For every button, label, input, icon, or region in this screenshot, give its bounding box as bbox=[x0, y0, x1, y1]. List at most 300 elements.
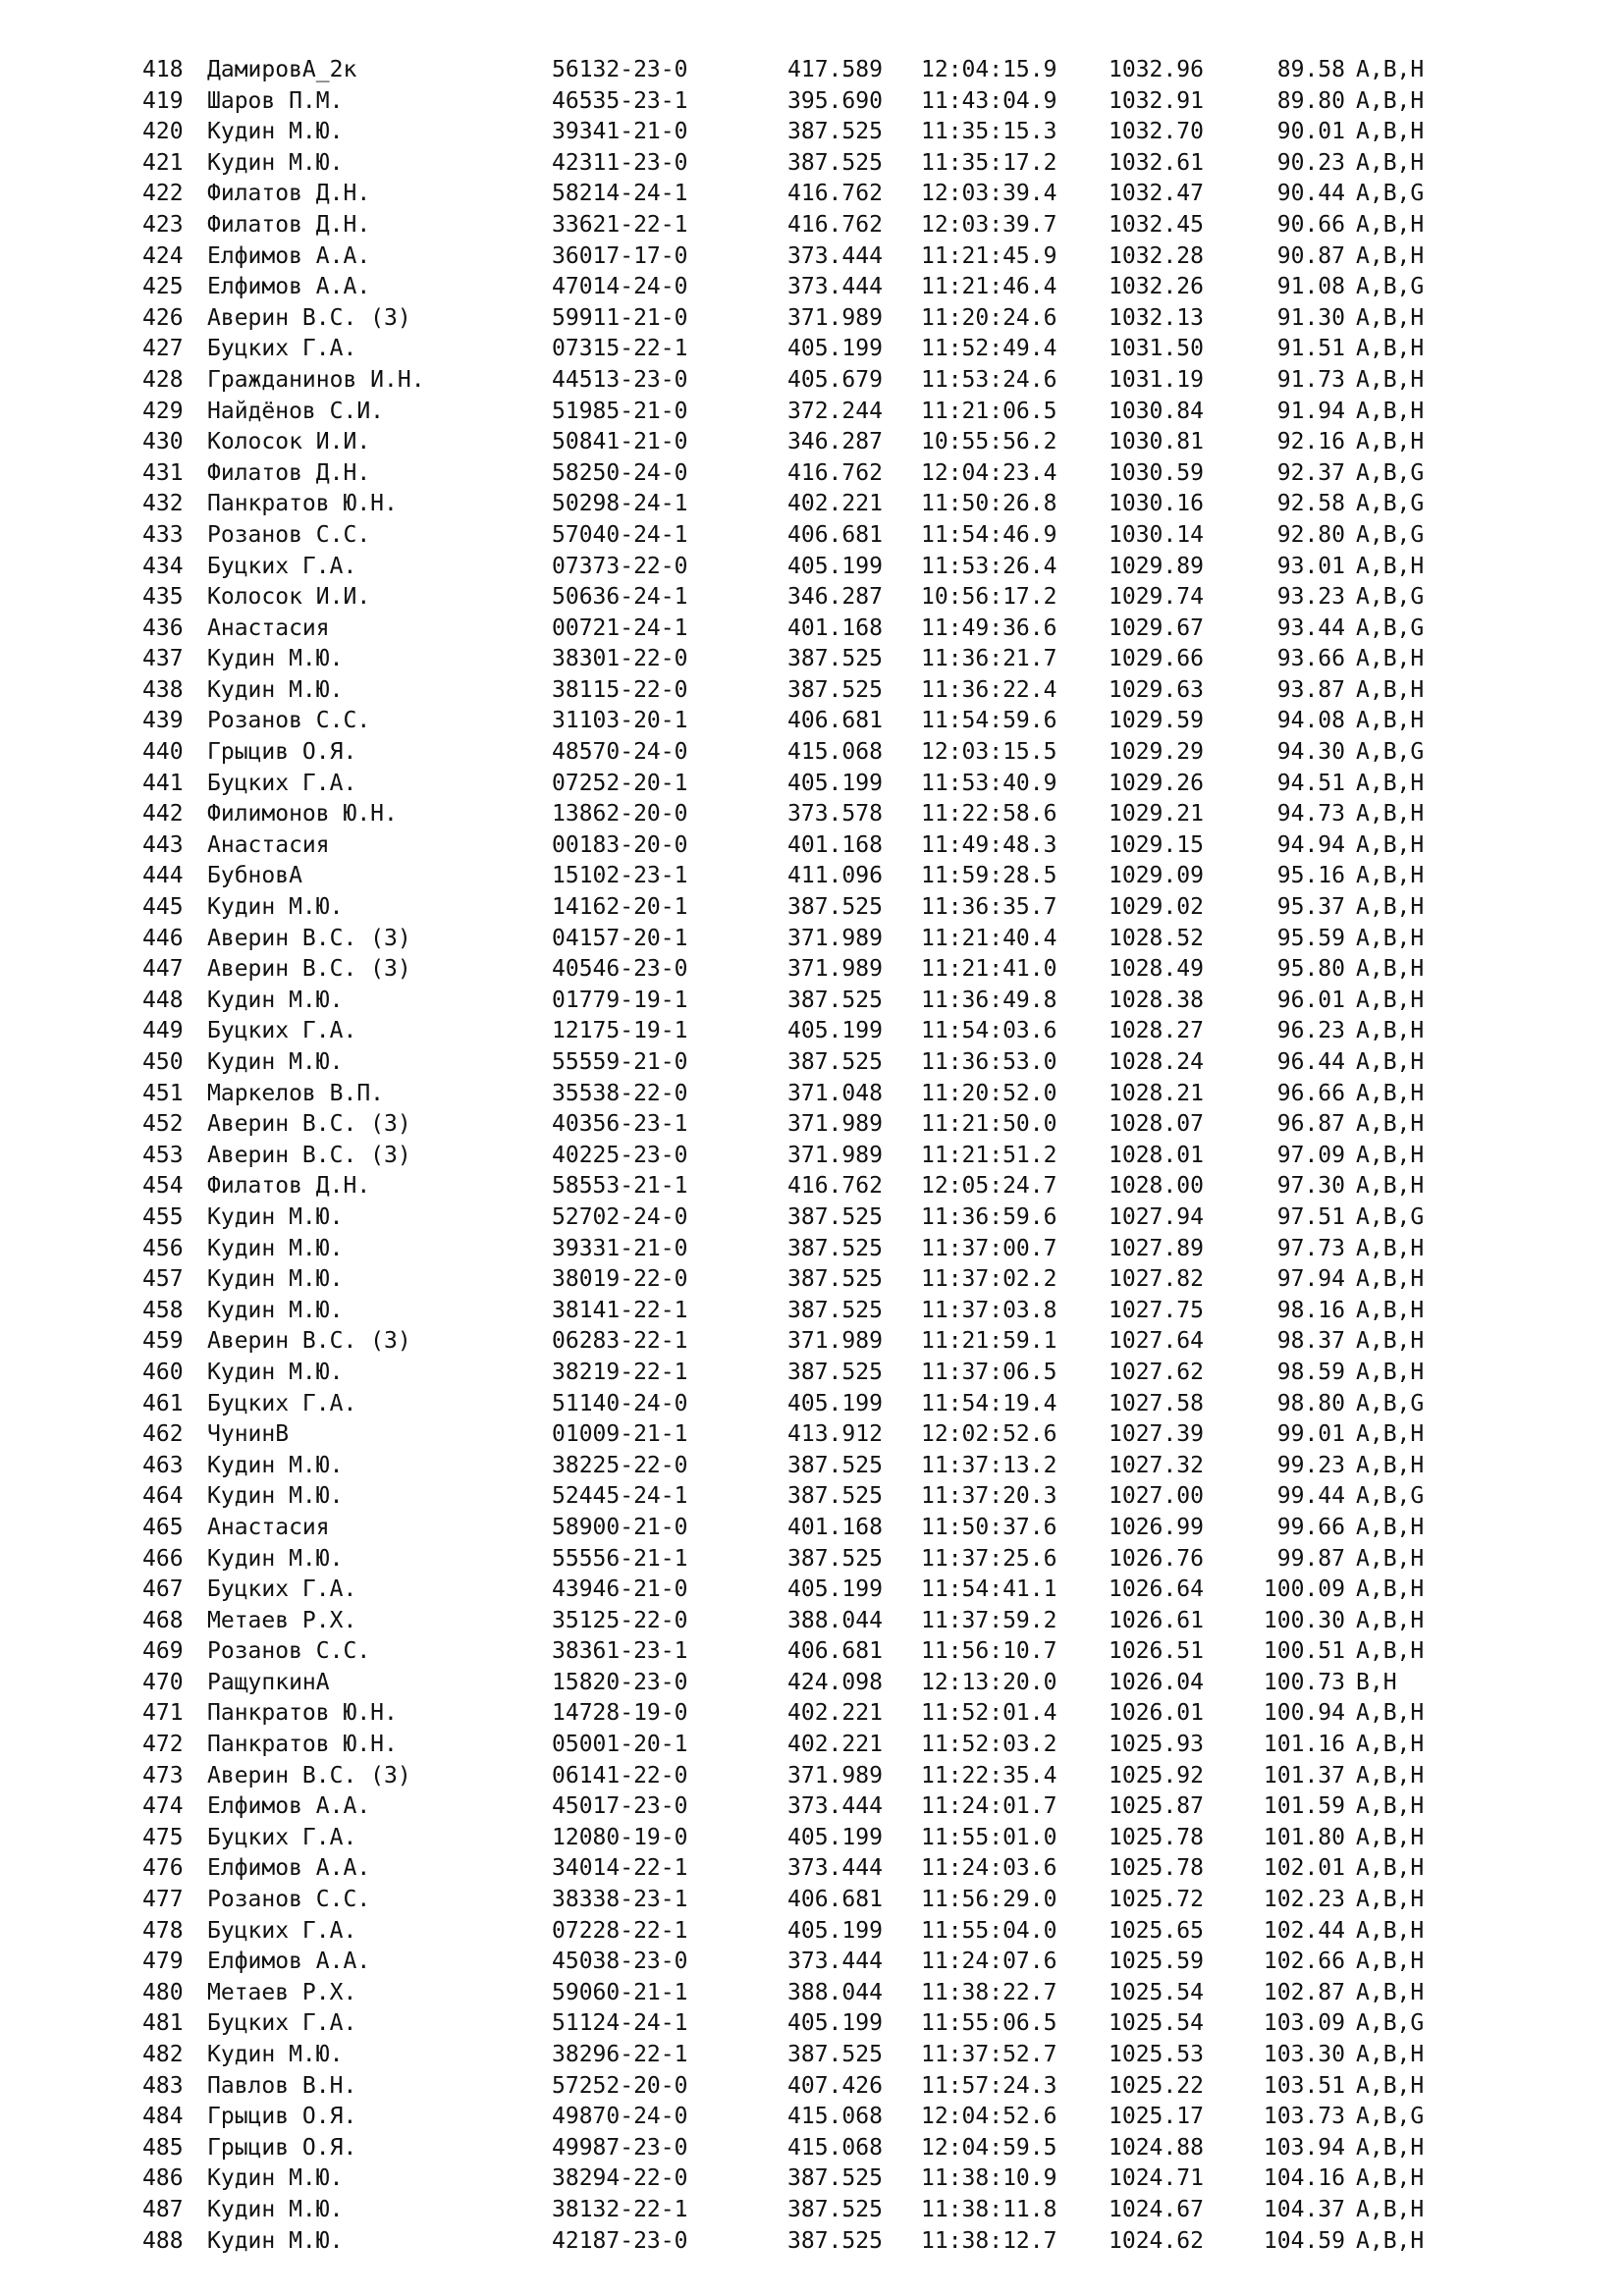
arrival-time: 11:54:41.1 bbox=[921, 1576, 1057, 1603]
row-number: 446 bbox=[142, 925, 184, 951]
distance: 402.221 bbox=[787, 491, 883, 517]
row-number: 462 bbox=[142, 1421, 184, 1448]
categories: A,B,H bbox=[1356, 1452, 1425, 1478]
categories: A,B,G bbox=[1356, 521, 1425, 548]
speed: 1027.89 bbox=[1109, 1235, 1204, 1261]
fancier-name: Кудин М.Ю. bbox=[207, 894, 344, 921]
coefficient: 100.94 bbox=[1263, 1700, 1345, 1727]
distance: 371.989 bbox=[787, 304, 883, 331]
ring-number: 15820-23-0 bbox=[552, 1669, 688, 1695]
ring-number: 14162-20-1 bbox=[552, 894, 688, 921]
categories: A,B,H bbox=[1356, 987, 1425, 1013]
coefficient: 93.66 bbox=[1276, 646, 1345, 672]
coefficient: 93.87 bbox=[1276, 676, 1345, 703]
distance: 373.578 bbox=[787, 801, 883, 828]
speed: 1029.26 bbox=[1109, 770, 1204, 796]
speed: 1026.61 bbox=[1109, 1607, 1204, 1633]
row-number: 458 bbox=[142, 1297, 184, 1323]
distance: 401.168 bbox=[787, 831, 883, 858]
coefficient: 97.94 bbox=[1276, 1266, 1345, 1293]
speed: 1029.09 bbox=[1109, 863, 1204, 889]
fancier-name: Кудин М.Ю. bbox=[207, 676, 344, 703]
table-row bbox=[142, 272, 1497, 303]
categories: A,B,H bbox=[1356, 2165, 1425, 2192]
distance: 415.068 bbox=[787, 2104, 883, 2130]
speed: 1024.62 bbox=[1109, 2227, 1204, 2254]
arrival-time: 11:53:26.4 bbox=[921, 553, 1057, 579]
table-row bbox=[142, 1698, 1497, 1730]
speed: 1025.53 bbox=[1109, 2042, 1204, 2067]
distance: 387.525 bbox=[787, 1203, 883, 1230]
coefficient: 99.23 bbox=[1276, 1452, 1345, 1478]
fancier-name: Кудин М.Ю. bbox=[207, 1359, 344, 1385]
table-row bbox=[142, 924, 1497, 955]
distance: 413.912 bbox=[787, 1421, 883, 1448]
coefficient: 96.87 bbox=[1276, 1111, 1345, 1138]
categories: A,B,G bbox=[1356, 584, 1425, 611]
fancier-name: Кудин М.Ю. bbox=[207, 2227, 344, 2254]
distance: 387.525 bbox=[787, 2165, 883, 2192]
speed: 1032.45 bbox=[1109, 211, 1204, 238]
fancier-name: Елфимов А.А. bbox=[207, 274, 371, 300]
speed: 1032.47 bbox=[1109, 181, 1204, 207]
distance: 373.444 bbox=[787, 1855, 883, 1882]
ring-number: 50636-24-1 bbox=[552, 584, 688, 611]
ring-number: 51124-24-1 bbox=[552, 2010, 688, 2037]
table-row bbox=[142, 1853, 1497, 1885]
coefficient: 94.73 bbox=[1276, 801, 1345, 828]
row-number: 451 bbox=[142, 1080, 184, 1106]
categories: A,B,H bbox=[1356, 1514, 1425, 1540]
row-number: 438 bbox=[142, 676, 184, 703]
fancier-name: Кудин М.Ю. bbox=[207, 1452, 344, 1478]
arrival-time: 11:57:24.3 bbox=[921, 2072, 1057, 2099]
coefficient: 103.51 bbox=[1263, 2072, 1345, 2099]
row-number: 481 bbox=[142, 2010, 184, 2037]
speed: 1026.01 bbox=[1109, 1700, 1204, 1727]
table-row bbox=[142, 1109, 1497, 1141]
fancier-name: Буцких Г.А. bbox=[207, 1018, 357, 1044]
row-number: 469 bbox=[142, 1638, 184, 1665]
arrival-time: 12:03:39.4 bbox=[921, 181, 1057, 207]
distance: 373.444 bbox=[787, 1793, 883, 1820]
speed: 1030.81 bbox=[1109, 429, 1204, 455]
fancier-name: Розанов С.С. bbox=[207, 708, 371, 734]
row-number: 419 bbox=[142, 87, 184, 114]
speed: 1029.74 bbox=[1109, 584, 1204, 611]
arrival-time: 11:36:59.6 bbox=[921, 1203, 1057, 1230]
speed: 1027.32 bbox=[1109, 1452, 1204, 1478]
row-number: 477 bbox=[142, 1887, 184, 1913]
row-number: 447 bbox=[142, 956, 184, 983]
categories: A,B,H bbox=[1356, 2072, 1425, 2099]
arrival-time: 11:21:06.5 bbox=[921, 398, 1057, 424]
distance: 387.525 bbox=[787, 1049, 883, 1075]
table-row bbox=[142, 1234, 1497, 1265]
table-row bbox=[142, 1296, 1497, 1327]
speed: 1025.59 bbox=[1109, 1949, 1204, 1975]
arrival-time: 11:36:22.4 bbox=[921, 676, 1057, 703]
ring-number: 34014-22-1 bbox=[552, 1855, 688, 1882]
speed: 1024.88 bbox=[1109, 2134, 1204, 2161]
distance: 402.221 bbox=[787, 1732, 883, 1758]
table-row bbox=[142, 644, 1497, 675]
table-row bbox=[142, 1791, 1497, 1823]
distance: 415.068 bbox=[787, 739, 883, 766]
speed: 1029.66 bbox=[1109, 646, 1204, 672]
fancier-name: Анастасия bbox=[207, 831, 330, 858]
table-row bbox=[142, 55, 1497, 86]
arrival-time: 12:02:52.6 bbox=[921, 1421, 1057, 1448]
table-row bbox=[142, 1171, 1497, 1202]
row-number: 483 bbox=[142, 2072, 184, 2099]
arrival-time: 11:37:03.8 bbox=[921, 1297, 1057, 1323]
categories: A,B,H bbox=[1356, 1080, 1425, 1106]
results-table bbox=[142, 55, 1497, 2257]
speed: 1029.59 bbox=[1109, 708, 1204, 734]
speed: 1027.82 bbox=[1109, 1266, 1204, 1293]
fancier-name: Буцких Г.А. bbox=[207, 1824, 357, 1850]
fancier-name: Кудин М.Ю. bbox=[207, 2165, 344, 2192]
distance: 405.199 bbox=[787, 770, 883, 796]
row-number: 418 bbox=[142, 57, 184, 82]
fancier-name: Филимонов Ю.Н. bbox=[207, 801, 398, 828]
table-row bbox=[142, 706, 1497, 737]
ring-number: 50841-21-0 bbox=[552, 429, 688, 455]
row-number: 470 bbox=[142, 1669, 184, 1695]
fancier-name: Буцких Г.А. bbox=[207, 2010, 357, 2037]
row-number: 428 bbox=[142, 366, 184, 393]
fancier-name: Филатов Д.Н. bbox=[207, 181, 371, 207]
coefficient: 96.66 bbox=[1276, 1080, 1345, 1106]
categories: A,B,H bbox=[1356, 149, 1425, 176]
speed: 1032.70 bbox=[1109, 119, 1204, 145]
speed: 1030.14 bbox=[1109, 521, 1204, 548]
ring-number: 40225-23-0 bbox=[552, 1142, 688, 1168]
coefficient: 98.59 bbox=[1276, 1359, 1345, 1385]
categories: A,B,G bbox=[1356, 491, 1425, 517]
distance: 387.525 bbox=[787, 2042, 883, 2067]
coefficient: 102.87 bbox=[1263, 1979, 1345, 2005]
table-row bbox=[142, 241, 1497, 273]
fancier-name: Кудин М.Ю. bbox=[207, 1235, 344, 1261]
table-row bbox=[142, 2071, 1497, 2103]
ring-number: 01779-19-1 bbox=[552, 987, 688, 1013]
coefficient: 89.58 bbox=[1276, 57, 1345, 82]
fancier-name: Кудин М.Ю. bbox=[207, 1483, 344, 1510]
categories: B,H bbox=[1356, 1669, 1397, 1695]
ring-number: 57252-20-0 bbox=[552, 2072, 688, 2099]
speed: 1025.78 bbox=[1109, 1824, 1204, 1850]
table-row bbox=[142, 1885, 1497, 1916]
ring-number: 38225-22-0 bbox=[552, 1452, 688, 1478]
distance: 415.068 bbox=[787, 2134, 883, 2161]
fancier-name: Аверин В.С. (З) bbox=[207, 956, 411, 983]
table-row bbox=[142, 1016, 1497, 1047]
distance: 406.681 bbox=[787, 708, 883, 734]
fancier-name: Колосок И.И. bbox=[207, 429, 371, 455]
row-number: 443 bbox=[142, 831, 184, 858]
arrival-time: 11:21:46.4 bbox=[921, 274, 1057, 300]
table-row bbox=[142, 1978, 1497, 2009]
arrival-time: 11:20:52.0 bbox=[921, 1080, 1057, 1106]
coefficient: 100.09 bbox=[1263, 1576, 1345, 1603]
speed: 1025.54 bbox=[1109, 1979, 1204, 2005]
ring-number: 56132-23-0 bbox=[552, 57, 688, 82]
fancier-name: Елфимов А.А. bbox=[207, 242, 371, 269]
coefficient: 97.30 bbox=[1276, 1173, 1345, 1200]
categories: A,B,G bbox=[1356, 1203, 1425, 1230]
arrival-time: 11:37:59.2 bbox=[921, 1607, 1057, 1633]
speed: 1025.93 bbox=[1109, 1732, 1204, 1758]
categories: A,B,H bbox=[1356, 211, 1425, 238]
arrival-time: 11:55:06.5 bbox=[921, 2010, 1057, 2037]
speed: 1025.54 bbox=[1109, 2010, 1204, 2037]
row-number: 480 bbox=[142, 1979, 184, 2005]
arrival-time: 11:37:25.6 bbox=[921, 1545, 1057, 1572]
table-row bbox=[142, 1141, 1497, 1172]
ring-number: 45038-23-0 bbox=[552, 1949, 688, 1975]
fancier-name: Елфимов А.А. bbox=[207, 1949, 371, 1975]
row-number: 472 bbox=[142, 1732, 184, 1758]
ring-number: 33621-22-1 bbox=[552, 211, 688, 238]
distance: 416.762 bbox=[787, 211, 883, 238]
fancier-name: Филатов Д.Н. bbox=[207, 459, 371, 486]
coefficient: 99.87 bbox=[1276, 1545, 1345, 1572]
distance: 417.589 bbox=[787, 57, 883, 82]
arrival-time: 11:35:15.3 bbox=[921, 119, 1057, 145]
row-number: 434 bbox=[142, 553, 184, 579]
categories: A,B,H bbox=[1356, 119, 1425, 145]
categories: A,B,H bbox=[1356, 1545, 1425, 1572]
ring-number: 38294-22-0 bbox=[552, 2165, 688, 2192]
arrival-time: 11:49:36.6 bbox=[921, 614, 1057, 641]
table-row bbox=[142, 86, 1497, 118]
categories: A,B,H bbox=[1356, 2134, 1425, 2161]
arrival-time: 11:22:35.4 bbox=[921, 1762, 1057, 1789]
coefficient: 94.94 bbox=[1276, 831, 1345, 858]
fancier-name: Филатов Д.Н. bbox=[207, 211, 371, 238]
distance: 371.989 bbox=[787, 1142, 883, 1168]
arrival-time: 11:36:35.7 bbox=[921, 894, 1057, 921]
ring-number: 14728-19-0 bbox=[552, 1700, 688, 1727]
speed: 1025.65 bbox=[1109, 1917, 1204, 1944]
coefficient: 93.44 bbox=[1276, 614, 1345, 641]
ring-number: 38115-22-0 bbox=[552, 676, 688, 703]
table-row bbox=[142, 1358, 1497, 1389]
distance: 416.762 bbox=[787, 181, 883, 207]
coefficient: 91.30 bbox=[1276, 304, 1345, 331]
categories: A,B,H bbox=[1356, 1793, 1425, 1820]
fancier-name: Буцких Г.А. bbox=[207, 1917, 357, 1944]
fancier-name: Буцких Г.А. bbox=[207, 553, 357, 579]
fancier-name: Аверин В.С. (З) bbox=[207, 1142, 411, 1168]
arrival-time: 12:03:15.5 bbox=[921, 739, 1057, 766]
table-row bbox=[142, 489, 1497, 520]
categories: A,B,H bbox=[1356, 57, 1425, 82]
distance: 388.044 bbox=[787, 1607, 883, 1633]
fancier-name: Аверин В.С. (З) bbox=[207, 1111, 411, 1138]
coefficient: 100.51 bbox=[1263, 1638, 1345, 1665]
speed: 1026.99 bbox=[1109, 1514, 1204, 1540]
arrival-time: 11:21:40.4 bbox=[921, 925, 1057, 951]
distance: 407.426 bbox=[787, 2072, 883, 2099]
ring-number: 15102-23-1 bbox=[552, 863, 688, 889]
speed: 1029.89 bbox=[1109, 553, 1204, 579]
speed: 1027.94 bbox=[1109, 1203, 1204, 1230]
table-row bbox=[142, 1544, 1497, 1575]
coefficient: 100.30 bbox=[1263, 1607, 1345, 1633]
distance: 373.444 bbox=[787, 274, 883, 300]
ring-number: 58250-24-0 bbox=[552, 459, 688, 486]
ring-number: 35538-22-0 bbox=[552, 1080, 688, 1106]
distance: 371.989 bbox=[787, 1328, 883, 1355]
ring-number: 52702-24-0 bbox=[552, 1203, 688, 1230]
fancier-name: Буцких Г.А. bbox=[207, 770, 357, 796]
distance: 405.199 bbox=[787, 1576, 883, 1603]
coefficient: 103.09 bbox=[1263, 2010, 1345, 2037]
fancier-name: Грыцив О.Я. bbox=[207, 739, 357, 766]
ring-number: 05001-20-1 bbox=[552, 1732, 688, 1758]
distance: 405.199 bbox=[787, 336, 883, 362]
arrival-time: 11:56:29.0 bbox=[921, 1887, 1057, 1913]
fancier-name: Кудин М.Ю. bbox=[207, 987, 344, 1013]
row-number: 461 bbox=[142, 1390, 184, 1416]
categories: A,B,H bbox=[1356, 1235, 1425, 1261]
arrival-time: 11:56:10.7 bbox=[921, 1638, 1057, 1665]
ring-number: 55559-21-0 bbox=[552, 1049, 688, 1075]
categories: A,B,H bbox=[1356, 1359, 1425, 1385]
speed: 1028.52 bbox=[1109, 925, 1204, 951]
row-number: 425 bbox=[142, 274, 184, 300]
arrival-time: 11:21:59.1 bbox=[921, 1328, 1057, 1355]
fancier-name: Елфимов А.А. bbox=[207, 1855, 371, 1882]
table-row bbox=[142, 117, 1497, 148]
distance: 406.681 bbox=[787, 1887, 883, 1913]
arrival-time: 12:03:39.7 bbox=[921, 211, 1057, 238]
distance: 395.690 bbox=[787, 87, 883, 114]
table-row bbox=[142, 1575, 1497, 1606]
arrival-time: 11:37:13.2 bbox=[921, 1452, 1057, 1478]
row-number: 424 bbox=[142, 242, 184, 269]
coefficient: 98.16 bbox=[1276, 1297, 1345, 1323]
table-row bbox=[142, 1389, 1497, 1420]
distance: 406.681 bbox=[787, 521, 883, 548]
table-row bbox=[142, 1606, 1497, 1637]
ring-number: 38219-22-1 bbox=[552, 1359, 688, 1385]
distance: 387.525 bbox=[787, 1266, 883, 1293]
table-row bbox=[142, 986, 1497, 1017]
table-row bbox=[142, 861, 1497, 892]
speed: 1032.61 bbox=[1109, 149, 1204, 176]
coefficient: 94.51 bbox=[1276, 770, 1345, 796]
distance: 424.098 bbox=[787, 1669, 883, 1695]
row-number: 454 bbox=[142, 1173, 184, 1200]
categories: A,B,H bbox=[1356, 1824, 1425, 1850]
row-number: 478 bbox=[142, 1917, 184, 1944]
coefficient: 96.23 bbox=[1276, 1018, 1345, 1044]
row-number: 431 bbox=[142, 459, 184, 486]
table-row bbox=[142, 1451, 1497, 1482]
row-number: 450 bbox=[142, 1049, 184, 1075]
distance: 405.199 bbox=[787, 2010, 883, 2037]
table-row bbox=[142, 1947, 1497, 1978]
row-number: 467 bbox=[142, 1576, 184, 1603]
arrival-time: 11:52:49.4 bbox=[921, 336, 1057, 362]
table-row bbox=[142, 2195, 1497, 2226]
ring-number: 01009-21-1 bbox=[552, 1421, 688, 1448]
ring-number: 59911-21-0 bbox=[552, 304, 688, 331]
row-number: 455 bbox=[142, 1203, 184, 1230]
speed: 1025.92 bbox=[1109, 1762, 1204, 1789]
categories: A,B,G bbox=[1356, 459, 1425, 486]
distance: 405.199 bbox=[787, 1824, 883, 1850]
categories: A,B,H bbox=[1356, 676, 1425, 703]
fancier-name: Маркелов В.П. bbox=[207, 1080, 385, 1106]
fancier-name: Аверин В.С. (З) bbox=[207, 1328, 411, 1355]
fancier-name: Елфимов А.А. bbox=[207, 1793, 371, 1820]
categories: A,B,H bbox=[1356, 708, 1425, 734]
distance: 387.525 bbox=[787, 1545, 883, 1572]
distance: 388.044 bbox=[787, 1979, 883, 2005]
fancier-name: Кудин М.Ю. bbox=[207, 1049, 344, 1075]
table-row bbox=[142, 1047, 1497, 1079]
ring-number: 55556-21-1 bbox=[552, 1545, 688, 1572]
distance: 371.989 bbox=[787, 925, 883, 951]
ring-number: 51140-24-0 bbox=[552, 1390, 688, 1416]
table-row bbox=[142, 1481, 1497, 1513]
row-number: 437 bbox=[142, 646, 184, 672]
ring-number: 45017-23-0 bbox=[552, 1793, 688, 1820]
distance: 387.525 bbox=[787, 1483, 883, 1510]
table-row bbox=[142, 1202, 1497, 1234]
fancier-name: Кудин М.Ю. bbox=[207, 1545, 344, 1572]
speed: 1024.71 bbox=[1109, 2165, 1204, 2192]
categories: A,B,H bbox=[1356, 770, 1425, 796]
ring-number: 58553-21-1 bbox=[552, 1173, 688, 1200]
coefficient: 103.73 bbox=[1263, 2104, 1345, 2130]
coefficient: 97.51 bbox=[1276, 1203, 1345, 1230]
distance: 387.525 bbox=[787, 119, 883, 145]
ring-number: 58214-24-1 bbox=[552, 181, 688, 207]
coefficient: 94.08 bbox=[1276, 708, 1345, 734]
arrival-time: 11:52:01.4 bbox=[921, 1700, 1057, 1727]
row-number: 452 bbox=[142, 1111, 184, 1138]
row-number: 442 bbox=[142, 801, 184, 828]
coefficient: 98.80 bbox=[1276, 1390, 1345, 1416]
speed: 1029.21 bbox=[1109, 801, 1204, 828]
ring-number: 44513-23-0 bbox=[552, 366, 688, 393]
coefficient: 94.30 bbox=[1276, 739, 1345, 766]
arrival-time: 11:37:52.7 bbox=[921, 2042, 1057, 2067]
row-number: 463 bbox=[142, 1452, 184, 1478]
speed: 1032.13 bbox=[1109, 304, 1204, 331]
fancier-name: Шаров П.М. bbox=[207, 87, 344, 114]
table-row bbox=[142, 458, 1497, 490]
coefficient: 95.59 bbox=[1276, 925, 1345, 951]
fancier-name: Кудин М.Ю. bbox=[207, 119, 344, 145]
ring-number: 52445-24-1 bbox=[552, 1483, 688, 1510]
coefficient: 104.59 bbox=[1263, 2227, 1345, 2254]
categories: A,B,H bbox=[1356, 1638, 1425, 1665]
distance: 406.681 bbox=[787, 1638, 883, 1665]
speed: 1031.50 bbox=[1109, 336, 1204, 362]
table-row bbox=[142, 892, 1497, 924]
distance: 371.989 bbox=[787, 956, 883, 983]
arrival-time: 11:37:20.3 bbox=[921, 1483, 1057, 1510]
arrival-time: 11:38:11.8 bbox=[921, 2196, 1057, 2222]
ring-number: 00721-24-1 bbox=[552, 614, 688, 641]
